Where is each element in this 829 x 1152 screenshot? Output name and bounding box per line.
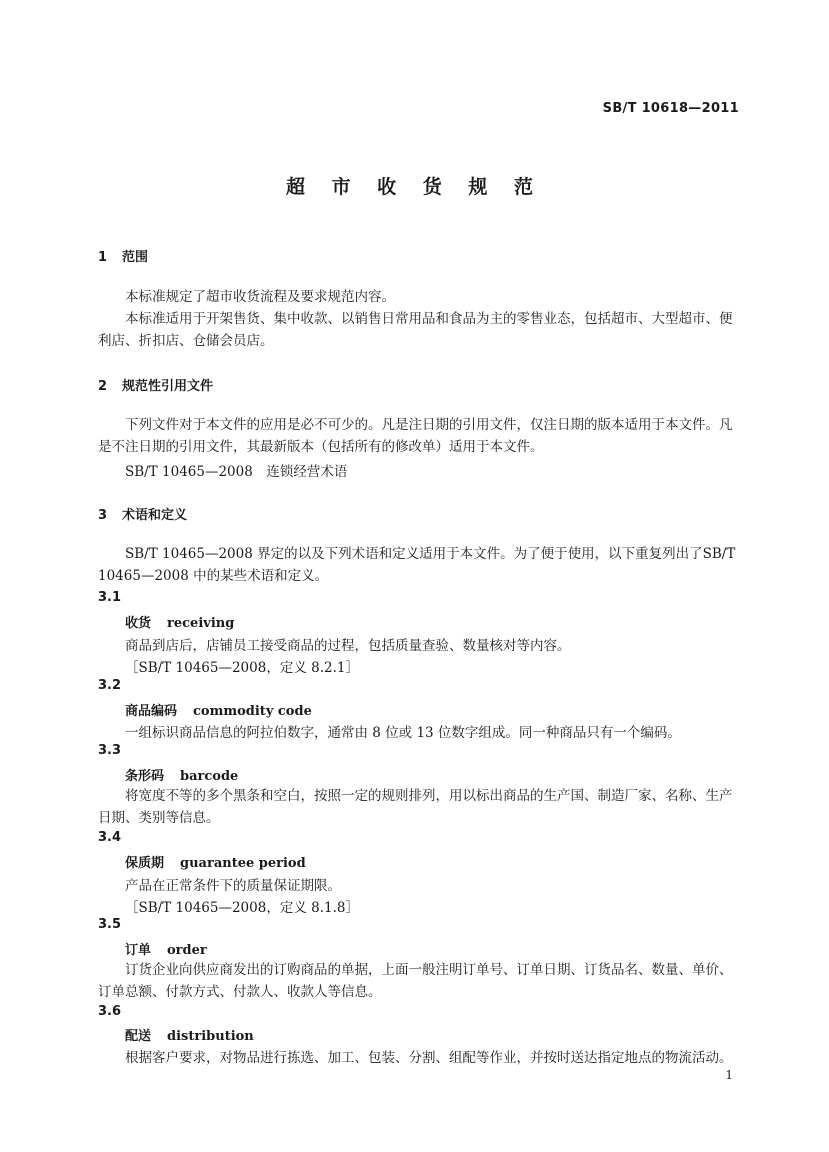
page-number: 1 xyxy=(725,1068,733,1082)
term-heading xyxy=(125,765,238,784)
term-en: order xyxy=(167,943,207,958)
references-paragraph: 下列文件对于本文件的应用是必不可少的。凡是注日期的引用文件，仅注日期的版本适用于本文件。凡是不注日期的引用文件，其最新版本（包括所有的修改单）适用于本文件。 xyxy=(98,417,733,455)
section-title: 范围 xyxy=(122,250,149,265)
term-en: barcode xyxy=(180,769,239,784)
term-definition: 订货企业向供应商发出的订购商品的单据，上面一般注明订单号、订单日期、订货品名、数量、单价、订单总额、付款方式、付款人、收款人等信息。 xyxy=(98,962,733,1000)
term-cn: 保质期 xyxy=(125,856,165,871)
scope-paragraph-2: 本标准适用于开架售货、集中收款、以销售日常用品和食品为主的零售业态，包括超市、大型超市、便利店、折扣店、仓储会员店。 xyxy=(98,311,733,349)
term-cn: 配送 xyxy=(125,1029,152,1044)
term-definition: 产品在正常条件下的质量保证期限。 xyxy=(125,878,341,894)
page-title: 超 市 收 货 规 范 xyxy=(285,176,544,198)
term-number: 3.1 xyxy=(98,590,122,605)
term-en: receiving xyxy=(167,616,235,631)
terms-intro-paragraph: SB/T 10465—2008 界定的以及下列术语和定义适用于本文件。为了便于使用，以下重复列出了SB/T 10465—2008 中的某些术语和定义。 xyxy=(98,546,736,584)
section-heading-terms xyxy=(98,504,187,523)
term-definition: 一组标识商品信息的阿拉伯数字，通常由 8 位或 13 位数字组成。同一种商品只有一个编码。 xyxy=(125,725,681,741)
term-heading xyxy=(125,852,306,871)
term-heading xyxy=(125,612,234,631)
term-number: 3.4 xyxy=(98,830,122,845)
section-number: 1 xyxy=(98,250,108,265)
document-code: SB/T 10618—2011 xyxy=(602,101,739,116)
section-heading-references xyxy=(98,375,213,394)
scope-paragraph-1: 本标准规定了超市收货流程及要求规范内容。 xyxy=(125,289,395,305)
term-number: 3.3 xyxy=(98,743,122,758)
term-number: 3.6 xyxy=(98,1004,122,1019)
term-number: 3.2 xyxy=(98,678,122,693)
term-definition: 根据客户要求，对物品进行拣选、加工、包装、分割、组配等作业，并按时送达指定地点的物流活动。 xyxy=(125,1050,733,1066)
section-number: 3 xyxy=(98,508,108,523)
term-heading xyxy=(125,700,312,719)
term-en: distribution xyxy=(167,1029,254,1044)
term-cn: 商品编码 xyxy=(125,704,178,719)
term-source: ［SB/T 10465—2008，定义 8.2.1］ xyxy=(125,660,359,676)
term-definition: 将宽度不等的多个黑条和空白，按照一定的规则排列，用以标出商品的生产国、制造厂家、名称、生产日期、类别等信息。 xyxy=(98,788,733,826)
section-heading-scope xyxy=(98,246,148,265)
section-number: 2 xyxy=(98,379,108,394)
term-cn: 收货 xyxy=(125,616,152,631)
section-title: 规范性引用文件 xyxy=(122,379,214,394)
term-en: commodity code xyxy=(193,704,312,719)
term-cn: 条形码 xyxy=(125,769,165,784)
term-heading xyxy=(125,1025,254,1044)
term-definition: 商品到店后，店铺员工接受商品的过程，包括质量查验、数量核对等内容。 xyxy=(125,638,571,654)
term-source: ［SB/T 10465—2008，定义 8.1.8］ xyxy=(125,900,359,916)
section-title: 术语和定义 xyxy=(122,508,188,523)
term-en: guarantee period xyxy=(180,856,306,871)
term-heading xyxy=(125,939,207,958)
term-number: 3.5 xyxy=(98,917,122,932)
term-cn: 订单 xyxy=(125,943,152,958)
reference-item: SB/T 10465—2008 连锁经营术语 xyxy=(125,464,348,480)
